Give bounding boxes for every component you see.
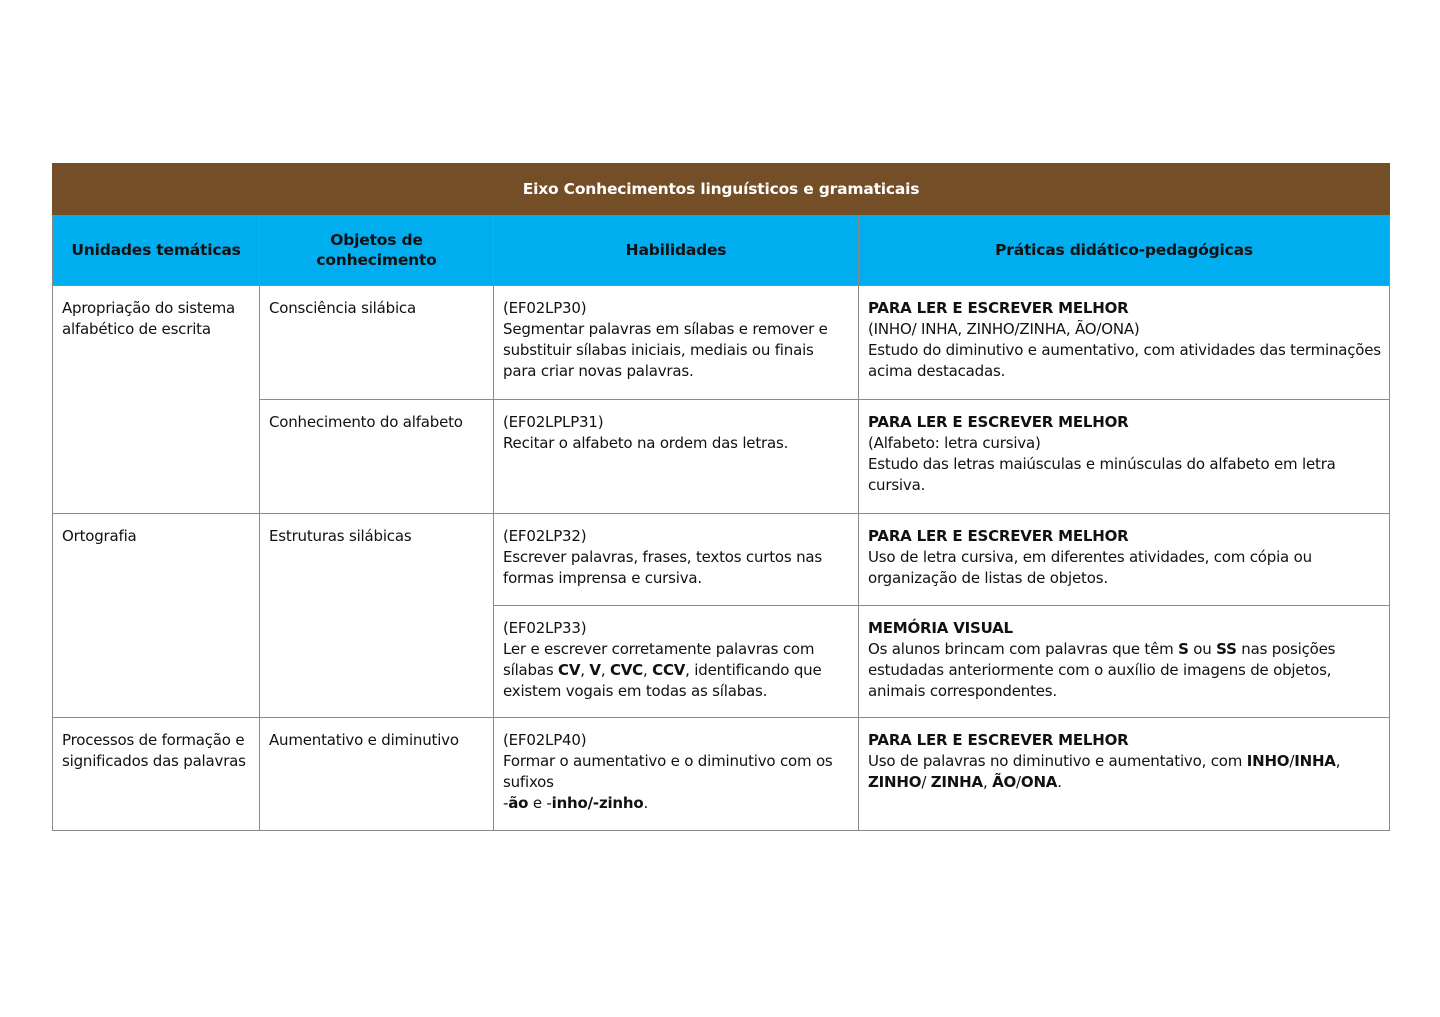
text: ,: [982, 773, 993, 791]
practice-subtitle: (INHO/ INHA, ZINHO/ZINHA, ÃO/ONA): [868, 320, 1140, 338]
text: , identificando que existem vogais em todas as sílabas.: [503, 661, 822, 700]
bold-text: ZINHA: [930, 773, 983, 791]
habilidade-cell: [494, 606, 859, 718]
text: Ler e escrever corretamente palavras com sílabas: [503, 640, 815, 679]
header-praticas: Práticas didático-pedagógicas: [859, 215, 1390, 286]
skill-text: [503, 639, 850, 702]
suffix-text: [503, 793, 850, 814]
skill-code: (EF02LP40): [503, 731, 587, 749]
text: -: [503, 794, 509, 812]
text: ,: [600, 661, 610, 679]
objeto-cell: Estruturas silábicas: [260, 514, 494, 718]
skill-text: Recitar o alfabeto na ordem das letras.: [503, 434, 789, 452]
practice-text: [868, 639, 1381, 702]
pratica-cell: [859, 514, 1390, 606]
text: /: [1289, 752, 1295, 770]
practice-title: PARA LER E ESCREVER MELHOR: [868, 731, 1129, 749]
text: /: [1016, 773, 1021, 791]
practice-title: PARA LER E ESCREVER MELHOR: [868, 299, 1129, 317]
skill-code: (EF02LP32): [503, 527, 587, 545]
bold-text: CVC: [609, 661, 643, 679]
skill-text: Escrever palavras, frases, textos curtos nas formas imprensa e cursiva.: [503, 548, 822, 587]
bold-text: SS: [1216, 640, 1237, 658]
text: .: [1057, 773, 1062, 791]
habilidade-cell: [494, 514, 859, 606]
text: Uso de palavras no diminutivo e aumentativo, com: [868, 752, 1247, 770]
practice-text: Estudo das letras maiúsculas e minúsculas do alfabeto em letra cursiva.: [868, 455, 1336, 494]
skill-code: (EF02LP30): [503, 299, 587, 317]
header-habilidades: Habilidades: [494, 215, 859, 286]
bold-text: ÃO: [992, 773, 1017, 791]
pratica-cell: [859, 718, 1390, 831]
bold-text: CV: [558, 661, 581, 679]
practice-title: PARA LER E ESCREVER MELHOR: [868, 527, 1129, 545]
text: .: [643, 794, 649, 812]
bold-text: ONA: [1020, 773, 1058, 791]
practice-text: Uso de letra cursiva, em diferentes atividades, com cópia ou organização de listas de objetos.: [868, 548, 1312, 587]
unidade-cell: Apropriação do sistema alfabético de escrita: [53, 286, 260, 514]
pratica-cell: [859, 606, 1390, 718]
text: ou: [1188, 640, 1217, 658]
unidade-cell: Ortografia: [53, 514, 260, 718]
bold-text: INHA: [1294, 752, 1336, 770]
practice-subtitle: (Alfabeto: letra cursiva): [868, 434, 1041, 452]
practice-title: MEMÓRIA VISUAL: [868, 619, 1013, 637]
text: /: [921, 773, 931, 791]
bold-text: V: [589, 661, 601, 679]
text: e -: [528, 794, 552, 812]
practice-text: [868, 751, 1381, 793]
practice-text: Estudo do diminutivo e aumentativo, com atividades das terminações acima destacadas.: [868, 341, 1381, 380]
bold-text: ão: [508, 794, 529, 812]
skill-code: (EF02LPLP31): [503, 413, 604, 431]
table-row: [53, 718, 1390, 831]
pratica-cell: [859, 400, 1390, 514]
bold-text: ZINHO: [868, 773, 922, 791]
practice-title: PARA LER E ESCREVER MELHOR: [868, 413, 1129, 431]
header-unidades: Unidades temáticas: [53, 215, 260, 286]
table-row: [53, 514, 1390, 606]
bold-text: inho/-zinho: [551, 794, 644, 812]
text: Os alunos brincam com palavras que têm: [868, 640, 1179, 658]
curriculum-table: [52, 163, 1390, 831]
text: ,: [643, 661, 653, 679]
habilidade-cell: [494, 286, 859, 400]
text: nas posições estudadas anteriormente com o auxílio de imagens de objetos, animais correspondentes.: [868, 640, 1336, 700]
objeto-cell: Conhecimento do alfabeto: [260, 400, 494, 514]
habilidade-cell: [494, 718, 859, 831]
table-title: Eixo Conhecimentos linguísticos e gramaticais: [53, 164, 1390, 215]
bold-text: INHO: [1246, 752, 1290, 770]
pratica-cell: [859, 286, 1390, 400]
text: ,: [1335, 752, 1341, 770]
habilidade-cell: [494, 400, 859, 514]
bold-text: CCV: [652, 661, 686, 679]
skill-code: (EF02LP33): [503, 619, 587, 637]
table-row: [53, 286, 1390, 400]
text: ,: [580, 661, 590, 679]
skill-text: Formar o aumentativo e o diminutivo com os sufixos: [503, 752, 833, 791]
header-objetos: Objetos de conhecimento: [260, 215, 494, 286]
bold-text: S: [1178, 640, 1189, 658]
objeto-cell: Aumentativo e diminutivo: [260, 718, 494, 831]
unidade-cell: Processos de formação e significados das palavras: [53, 718, 260, 831]
objeto-cell: Consciência silábica: [260, 286, 494, 400]
skill-text: Segmentar palavras em sílabas e remover e substituir sílabas iniciais, mediais ou finais para criar novas palavras.: [503, 320, 828, 380]
